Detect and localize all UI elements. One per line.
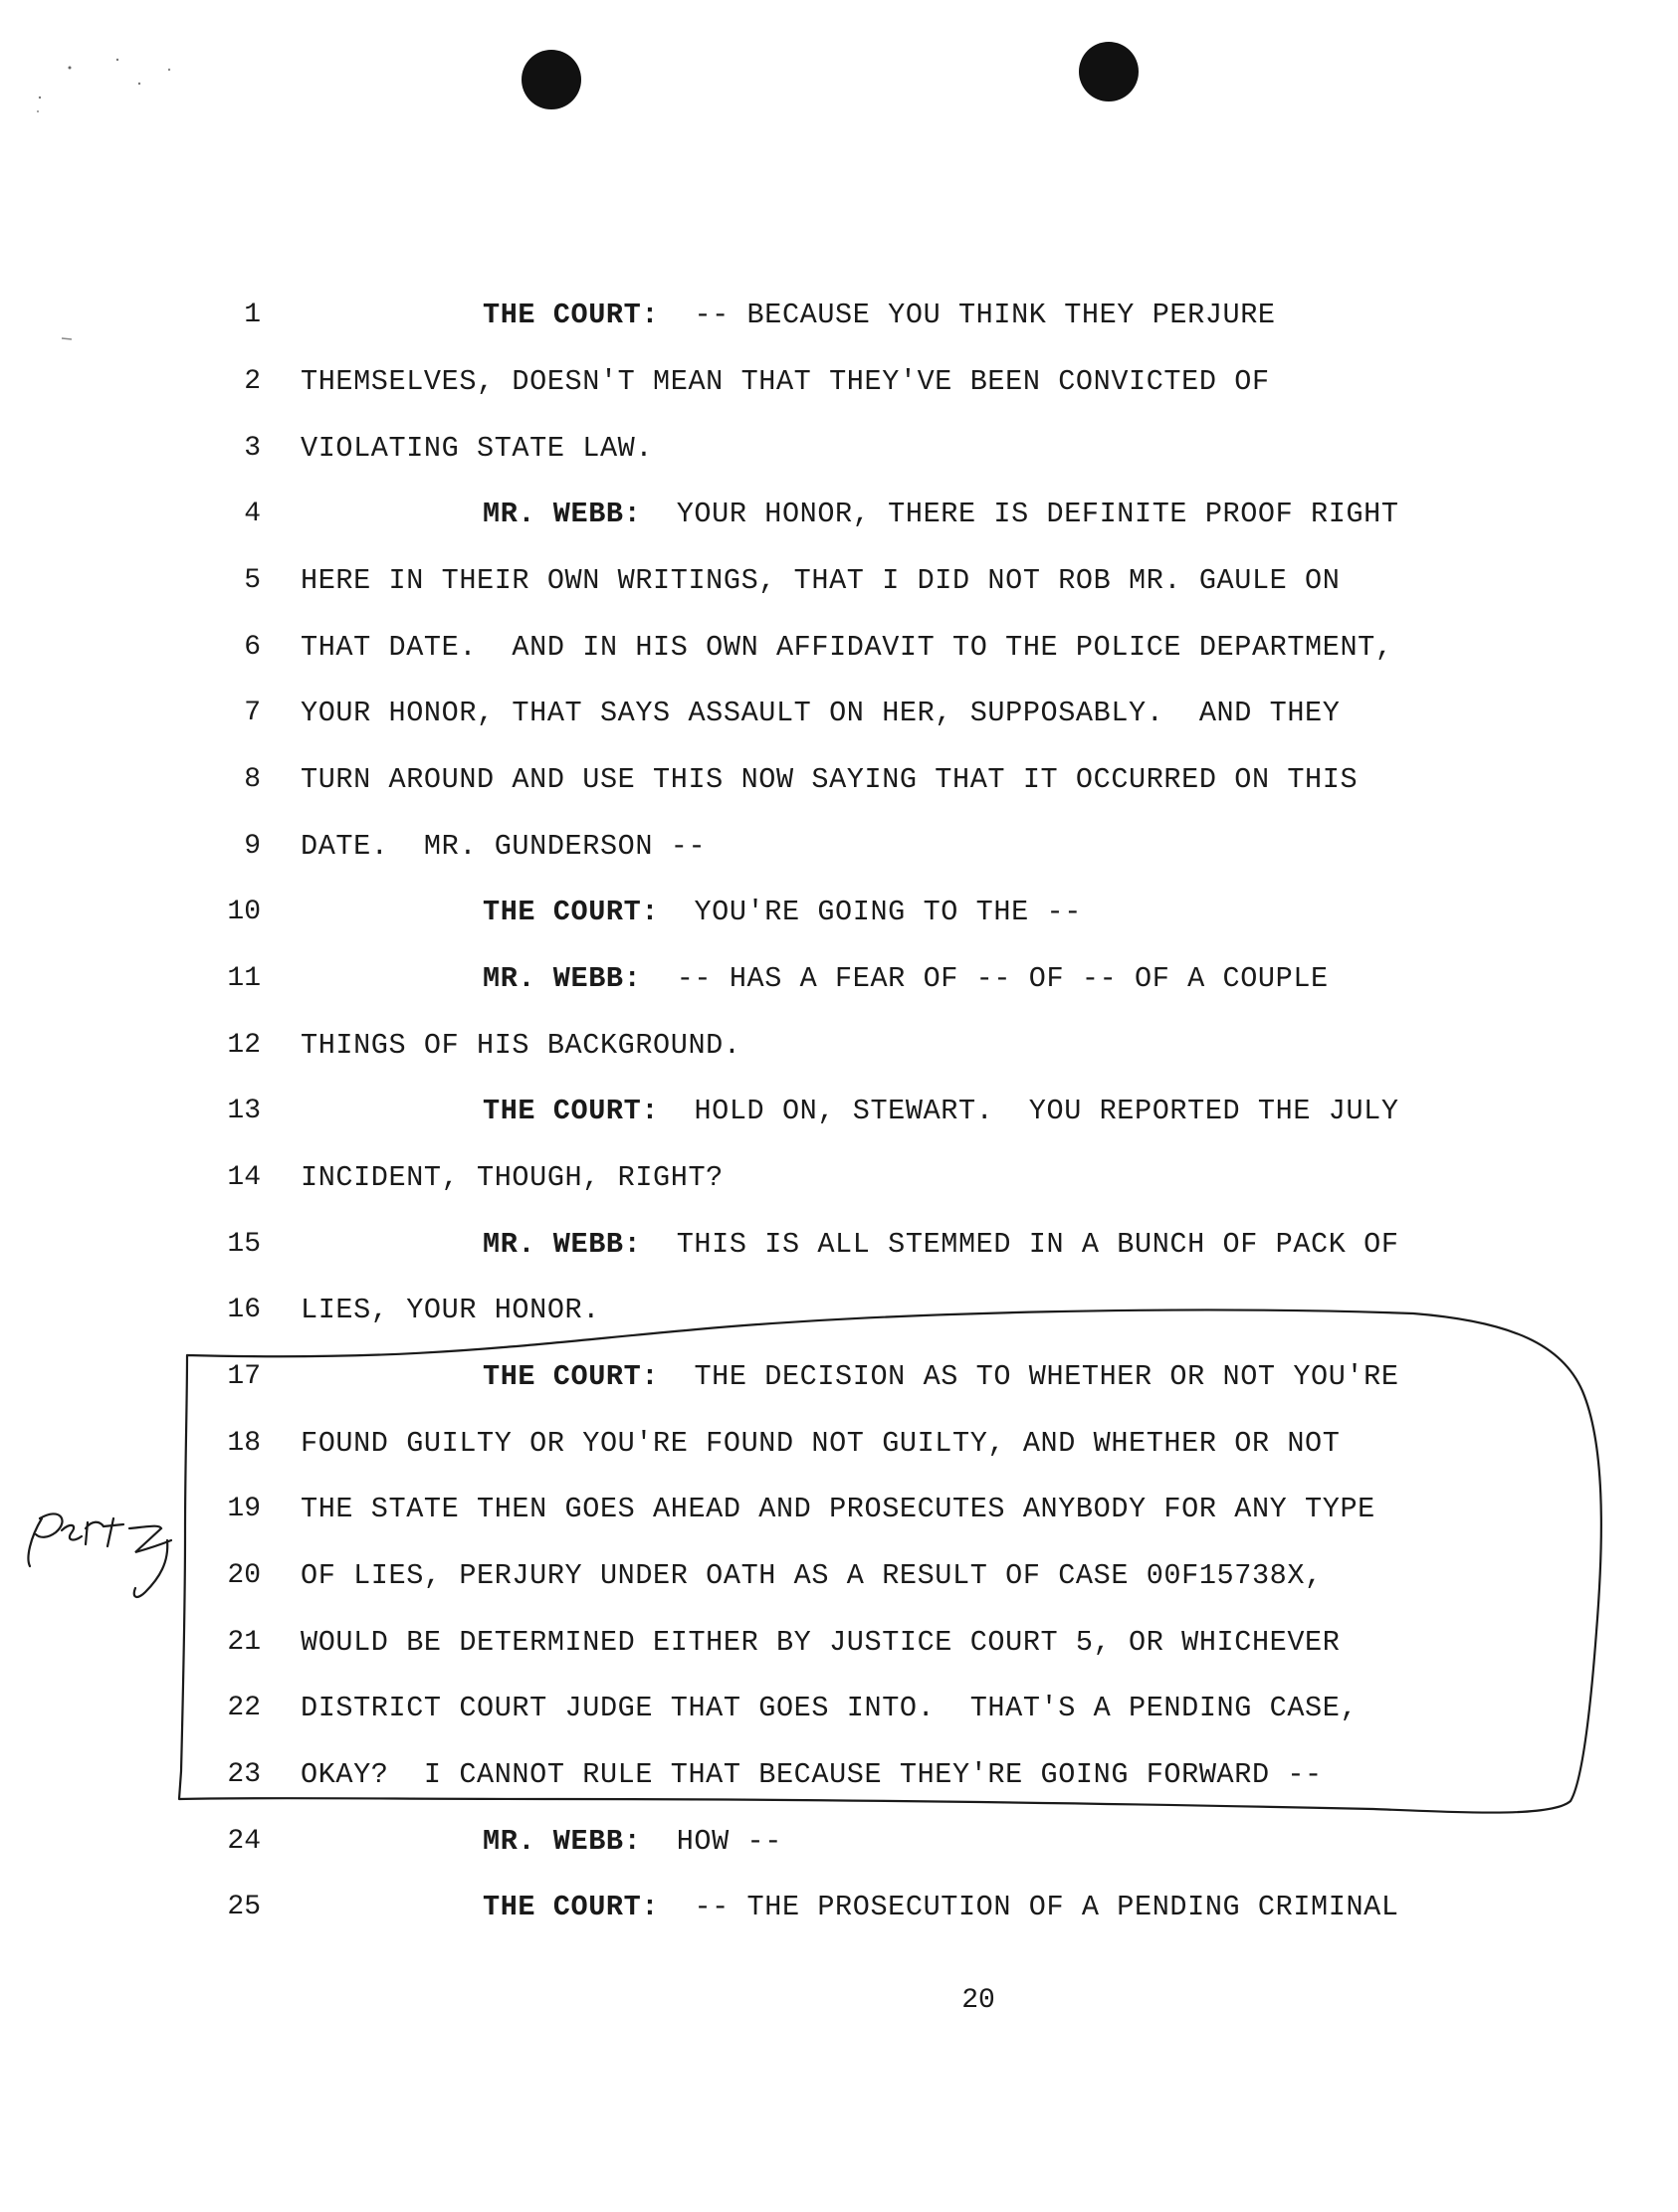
transcript-line <box>0 1424 1678 1464</box>
line-number: 20 <box>227 1560 261 1591</box>
line-number: 23 <box>227 1759 261 1790</box>
line-number: 9 <box>244 831 261 862</box>
transcript-line <box>0 1888 1678 1927</box>
line-content: THE DECISION AS TO WHETHER OR NOT YOU'RE <box>694 1360 1399 1393</box>
line-number: 3 <box>244 433 261 464</box>
transcript-line <box>0 1822 1678 1862</box>
transcript-line <box>0 827 1678 867</box>
line-content: THAT DATE. AND IN HIS OWN AFFIDAVIT TO THE POLICE DEPARTMENT, <box>301 631 1393 664</box>
transcript-line <box>0 1291 1678 1330</box>
line-number: 17 <box>227 1361 261 1392</box>
line-content: DATE. MR. GUNDERSON -- <box>301 830 707 863</box>
line-content: TURN AROUND AND USE THIS NOW SAYING THAT IT OCCURRED ON THIS <box>301 763 1359 796</box>
speaker-label: MR. WEBB: <box>483 962 642 995</box>
line-content: THIS IS ALL STEMMED IN A BUNCH OF PACK OF <box>676 1228 1399 1261</box>
transcript-line <box>0 628 1678 668</box>
speaker-label: THE COURT: <box>483 1360 660 1393</box>
line-number: 24 <box>227 1826 261 1857</box>
line-text <box>483 1092 1399 1131</box>
line-text <box>483 1357 1399 1397</box>
line-number: 4 <box>244 499 261 529</box>
line-content: -- HAS A FEAR OF -- OF -- OF A COUPLE <box>676 962 1329 995</box>
line-text <box>483 1888 1399 1927</box>
line-content: -- THE PROSECUTION OF A PENDING CRIMINAL <box>694 1891 1399 1923</box>
line-text <box>483 959 1329 999</box>
transcript-line <box>0 1158 1678 1198</box>
line-number: 12 <box>227 1030 261 1061</box>
transcript-line <box>0 561 1678 601</box>
transcript-line <box>0 1357 1678 1397</box>
line-number: 11 <box>227 963 261 994</box>
line-number: 2 <box>244 366 261 397</box>
speaker-label: THE COURT: <box>483 1095 660 1127</box>
punch-hole-left <box>522 50 581 109</box>
line-text <box>483 1822 782 1862</box>
line-content: VIOLATING STATE LAW. <box>301 432 654 465</box>
line-text <box>483 296 1276 335</box>
transcript-line <box>0 429 1678 469</box>
line-content: FOUND GUILTY OR YOU'RE FOUND NOT GUILTY, AND WHETHER OR NOT <box>301 1427 1341 1460</box>
line-content: HOLD ON, STEWART. YOU REPORTED THE JULY <box>694 1095 1399 1127</box>
line-number: 21 <box>227 1627 261 1658</box>
transcript-line <box>0 893 1678 932</box>
line-content: OF LIES, PERJURY UNDER OATH AS A RESULT OF CASE 00F15738X, <box>301 1559 1323 1592</box>
line-text <box>483 495 1399 534</box>
line-content: YOUR HONOR, THERE IS DEFINITE PROOF RIGHT <box>676 498 1399 530</box>
line-number: 18 <box>227 1428 261 1459</box>
speaker-label: THE COURT: <box>483 1891 660 1923</box>
speaker-label: MR. WEBB: <box>483 1825 642 1858</box>
line-content: YOU'RE GOING TO THE -- <box>694 896 1082 928</box>
line-content: THE STATE THEN GOES AHEAD AND PROSECUTES ANYBODY FOR ANY TYPE <box>301 1493 1375 1525</box>
line-text <box>483 893 1082 932</box>
transcript-line <box>0 495 1678 534</box>
line-number: 10 <box>227 897 261 927</box>
transcript-line <box>0 362 1678 402</box>
line-content: LIES, YOUR HONOR. <box>301 1294 600 1326</box>
transcript-line <box>0 1026 1678 1066</box>
line-number: 15 <box>227 1229 261 1260</box>
transcript-line <box>0 1092 1678 1131</box>
line-content: THEMSELVES, DOESN'T MEAN THAT THEY'VE BEEN CONVICTED OF <box>301 365 1270 398</box>
speaker-label: MR. WEBB: <box>483 498 642 530</box>
page-number: 20 <box>961 1985 995 2016</box>
line-content: INCIDENT, THOUGH, RIGHT? <box>301 1161 724 1194</box>
transcript-line <box>0 1556 1678 1596</box>
line-number: 1 <box>244 300 261 330</box>
line-number: 13 <box>227 1096 261 1126</box>
line-number: 7 <box>244 698 261 728</box>
speaker-label: THE COURT: <box>483 299 660 331</box>
transcript-line <box>0 760 1678 800</box>
line-content: DISTRICT COURT JUDGE THAT GOES INTO. THAT'S A PENDING CASE, <box>301 1692 1359 1724</box>
transcript-line <box>0 694 1678 733</box>
line-content: WOULD BE DETERMINED EITHER BY JUSTICE COURT 5, OR WHICHEVER <box>301 1626 1341 1659</box>
transcript-line <box>0 1225 1678 1265</box>
line-content: THINGS OF HIS BACKGROUND. <box>301 1029 741 1062</box>
line-content: OKAY? I CANNOT RULE THAT BECAUSE THEY'RE GOING FORWARD -- <box>301 1758 1323 1791</box>
punch-hole-right <box>1079 42 1139 101</box>
line-number: 25 <box>227 1892 261 1922</box>
line-number: 19 <box>227 1494 261 1524</box>
line-text <box>483 1225 1399 1265</box>
line-number: 14 <box>227 1162 261 1193</box>
line-number: 16 <box>227 1295 261 1325</box>
line-content: -- BECAUSE YOU THINK THEY PERJURE <box>694 299 1276 331</box>
speaker-label: THE COURT: <box>483 896 660 928</box>
line-content: YOUR HONOR, THAT SAYS ASSAULT ON HER, SUPPOSABLY. AND THEY <box>301 697 1341 729</box>
line-content: HOW -- <box>676 1825 782 1858</box>
speaker-label: MR. WEBB: <box>483 1228 642 1261</box>
line-number: 22 <box>227 1693 261 1723</box>
transcript-line <box>0 1755 1678 1795</box>
transcript-line <box>0 1490 1678 1529</box>
transcript-line <box>0 1623 1678 1663</box>
line-content: HERE IN THEIR OWN WRITINGS, THAT I DID NOT ROB MR. GAULE ON <box>301 564 1341 597</box>
transcript-line <box>0 959 1678 999</box>
line-number: 8 <box>244 764 261 795</box>
transcript-line <box>0 296 1678 335</box>
line-number: 6 <box>244 632 261 663</box>
line-number: 5 <box>244 565 261 596</box>
transcript-line <box>0 1689 1678 1728</box>
